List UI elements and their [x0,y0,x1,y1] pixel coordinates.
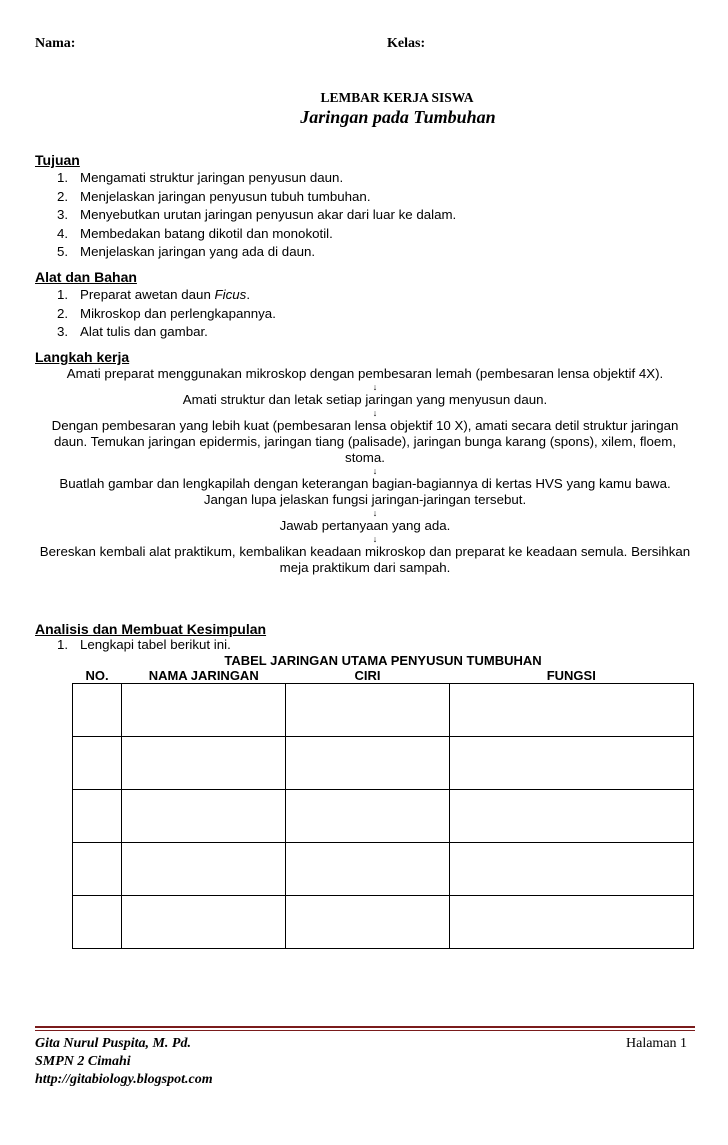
list-item: 2. Mikroskop dan perlengkapannya. [57,305,276,321]
analisis-title: Analisis dan Membuat Kesimpulan [35,621,267,637]
step-3-line-2: daun. Temukan jaringan epidermis, jaringan tiang (palisade), jaringan bunga karang (spons), xilem, floem, [53,434,677,449]
arrow-down-icon: ↓ [372,408,378,418]
table-cell[interactable] [122,896,286,949]
table-cell[interactable] [449,896,693,949]
arrow-down-icon: ↓ [372,466,378,476]
list-item: 3. Menyebutkan urutan jaringan penyusun akar dari luar ke dalam. [57,207,457,222]
col-header-no: NO. [85,668,109,683]
tujuan-list [57,169,456,262]
table-cell[interactable] [286,843,449,896]
arrow-down-icon: ↓ [372,534,378,544]
table-cell[interactable] [449,843,693,896]
table-row [73,684,694,737]
step-3-line-1: Dengan pembesaran yang lebih kuat (pembesaran lensa objektif 10 X), amati secara detil struktur jaringan [51,418,679,433]
step-4-line-2: Jangan lupa jelaskan fungsi jaringan-jaringan tersebut. [203,492,527,507]
step-6-line-2: meja praktikum dari sampah. [279,560,451,575]
footer-divider [35,1030,695,1031]
arrow-down-icon: ↓ [372,382,378,392]
table-cell[interactable] [122,843,286,896]
step-6-line-1: Bereskan kembali alat praktikum, kembalikan keadaan mikroskop dan preparat ke keadaan semula. Bersihkan [39,544,691,559]
table-cell[interactable] [449,684,693,737]
table-cell[interactable] [449,737,693,790]
langkah-flow [35,366,695,576]
table-cell[interactable] [286,684,449,737]
col-header-ciri: CIRI [354,668,381,683]
col-header-fungsi: FUNGSI [546,668,596,683]
table-row [73,737,694,790]
topic-title: Jaringan pada Tumbuhan [300,107,496,127]
list-item: 3. Alat tulis dan gambar. [57,324,208,339]
list-item: 1. Mengamati struktur jaringan penyusun daun. [57,170,344,185]
col-header-nama: NAMA JARINGAN [148,668,259,683]
name-label: Nama: [35,36,76,51]
table-cell[interactable] [122,737,286,790]
alat-title: Alat dan Bahan [35,269,137,285]
table-cell[interactable] [73,843,122,896]
list-item: 5. Menjelaskan jaringan yang ada di daun. [57,244,316,259]
table-cell[interactable] [286,790,449,843]
table-cell[interactable] [73,790,122,843]
list-item: 1. Preparat awetan daun Ficus. [57,287,251,302]
table-row [73,790,694,843]
list-item: 2. Menjelaskan jaringan penyusun tubuh tumbuhan. [57,188,371,204]
footer-divider [35,1026,695,1028]
step-4-line-1: Buatlah gambar dan lengkapilah dengan keterangan bagian-bagiannya di kertas HVS yang kamu bawa. [59,476,671,491]
table-row [73,843,694,896]
langkah-title: Langkah kerja [35,349,130,365]
list-item: 4. Membedakan batang dikotil dan monokotil. [57,225,333,241]
footer-blog-link[interactable]: http://gitabiology.blogspot.com [35,1072,213,1087]
footer-school: SMPN 2 Cimahi [35,1054,131,1069]
table-cell[interactable] [122,790,286,843]
table-cell[interactable] [73,737,122,790]
step-3-line-3: stoma. [345,450,385,465]
tissue-table [72,668,694,949]
table-title: TABEL JARINGAN UTAMA PENYUSUN TUMBUHAN [224,653,542,668]
arrow-down-icon: ↓ [372,508,378,518]
step-1: Amati preparat menggunakan mikroskop dengan pembesaran lemah (pembesaran lensa objektif 4X). [66,366,664,381]
tujuan-title: Tujuan [35,152,80,168]
alat-list [57,286,276,342]
list-item: 1. Lengkapi tabel berikut ini. [57,637,231,652]
table-row [73,896,694,949]
table-cell[interactable] [73,896,122,949]
table-cell[interactable] [286,896,449,949]
class-label: Kelas: [387,36,426,51]
sheet-title: LEMBAR KERJA SISWA [320,90,474,105]
footer-author: Gita Nurul Puspita, M. Pd. [35,1036,191,1051]
step-2: Amati struktur dan letak setiap jaringan yang menyusun daun. [182,392,548,407]
table-cell[interactable] [122,684,286,737]
table-header-row [73,668,694,684]
step-5: Jawab pertanyaan yang ada. [279,518,451,533]
table-cell[interactable] [286,737,449,790]
page-number: Halaman 1 [626,1036,688,1051]
table-cell[interactable] [73,684,122,737]
table-cell[interactable] [449,790,693,843]
